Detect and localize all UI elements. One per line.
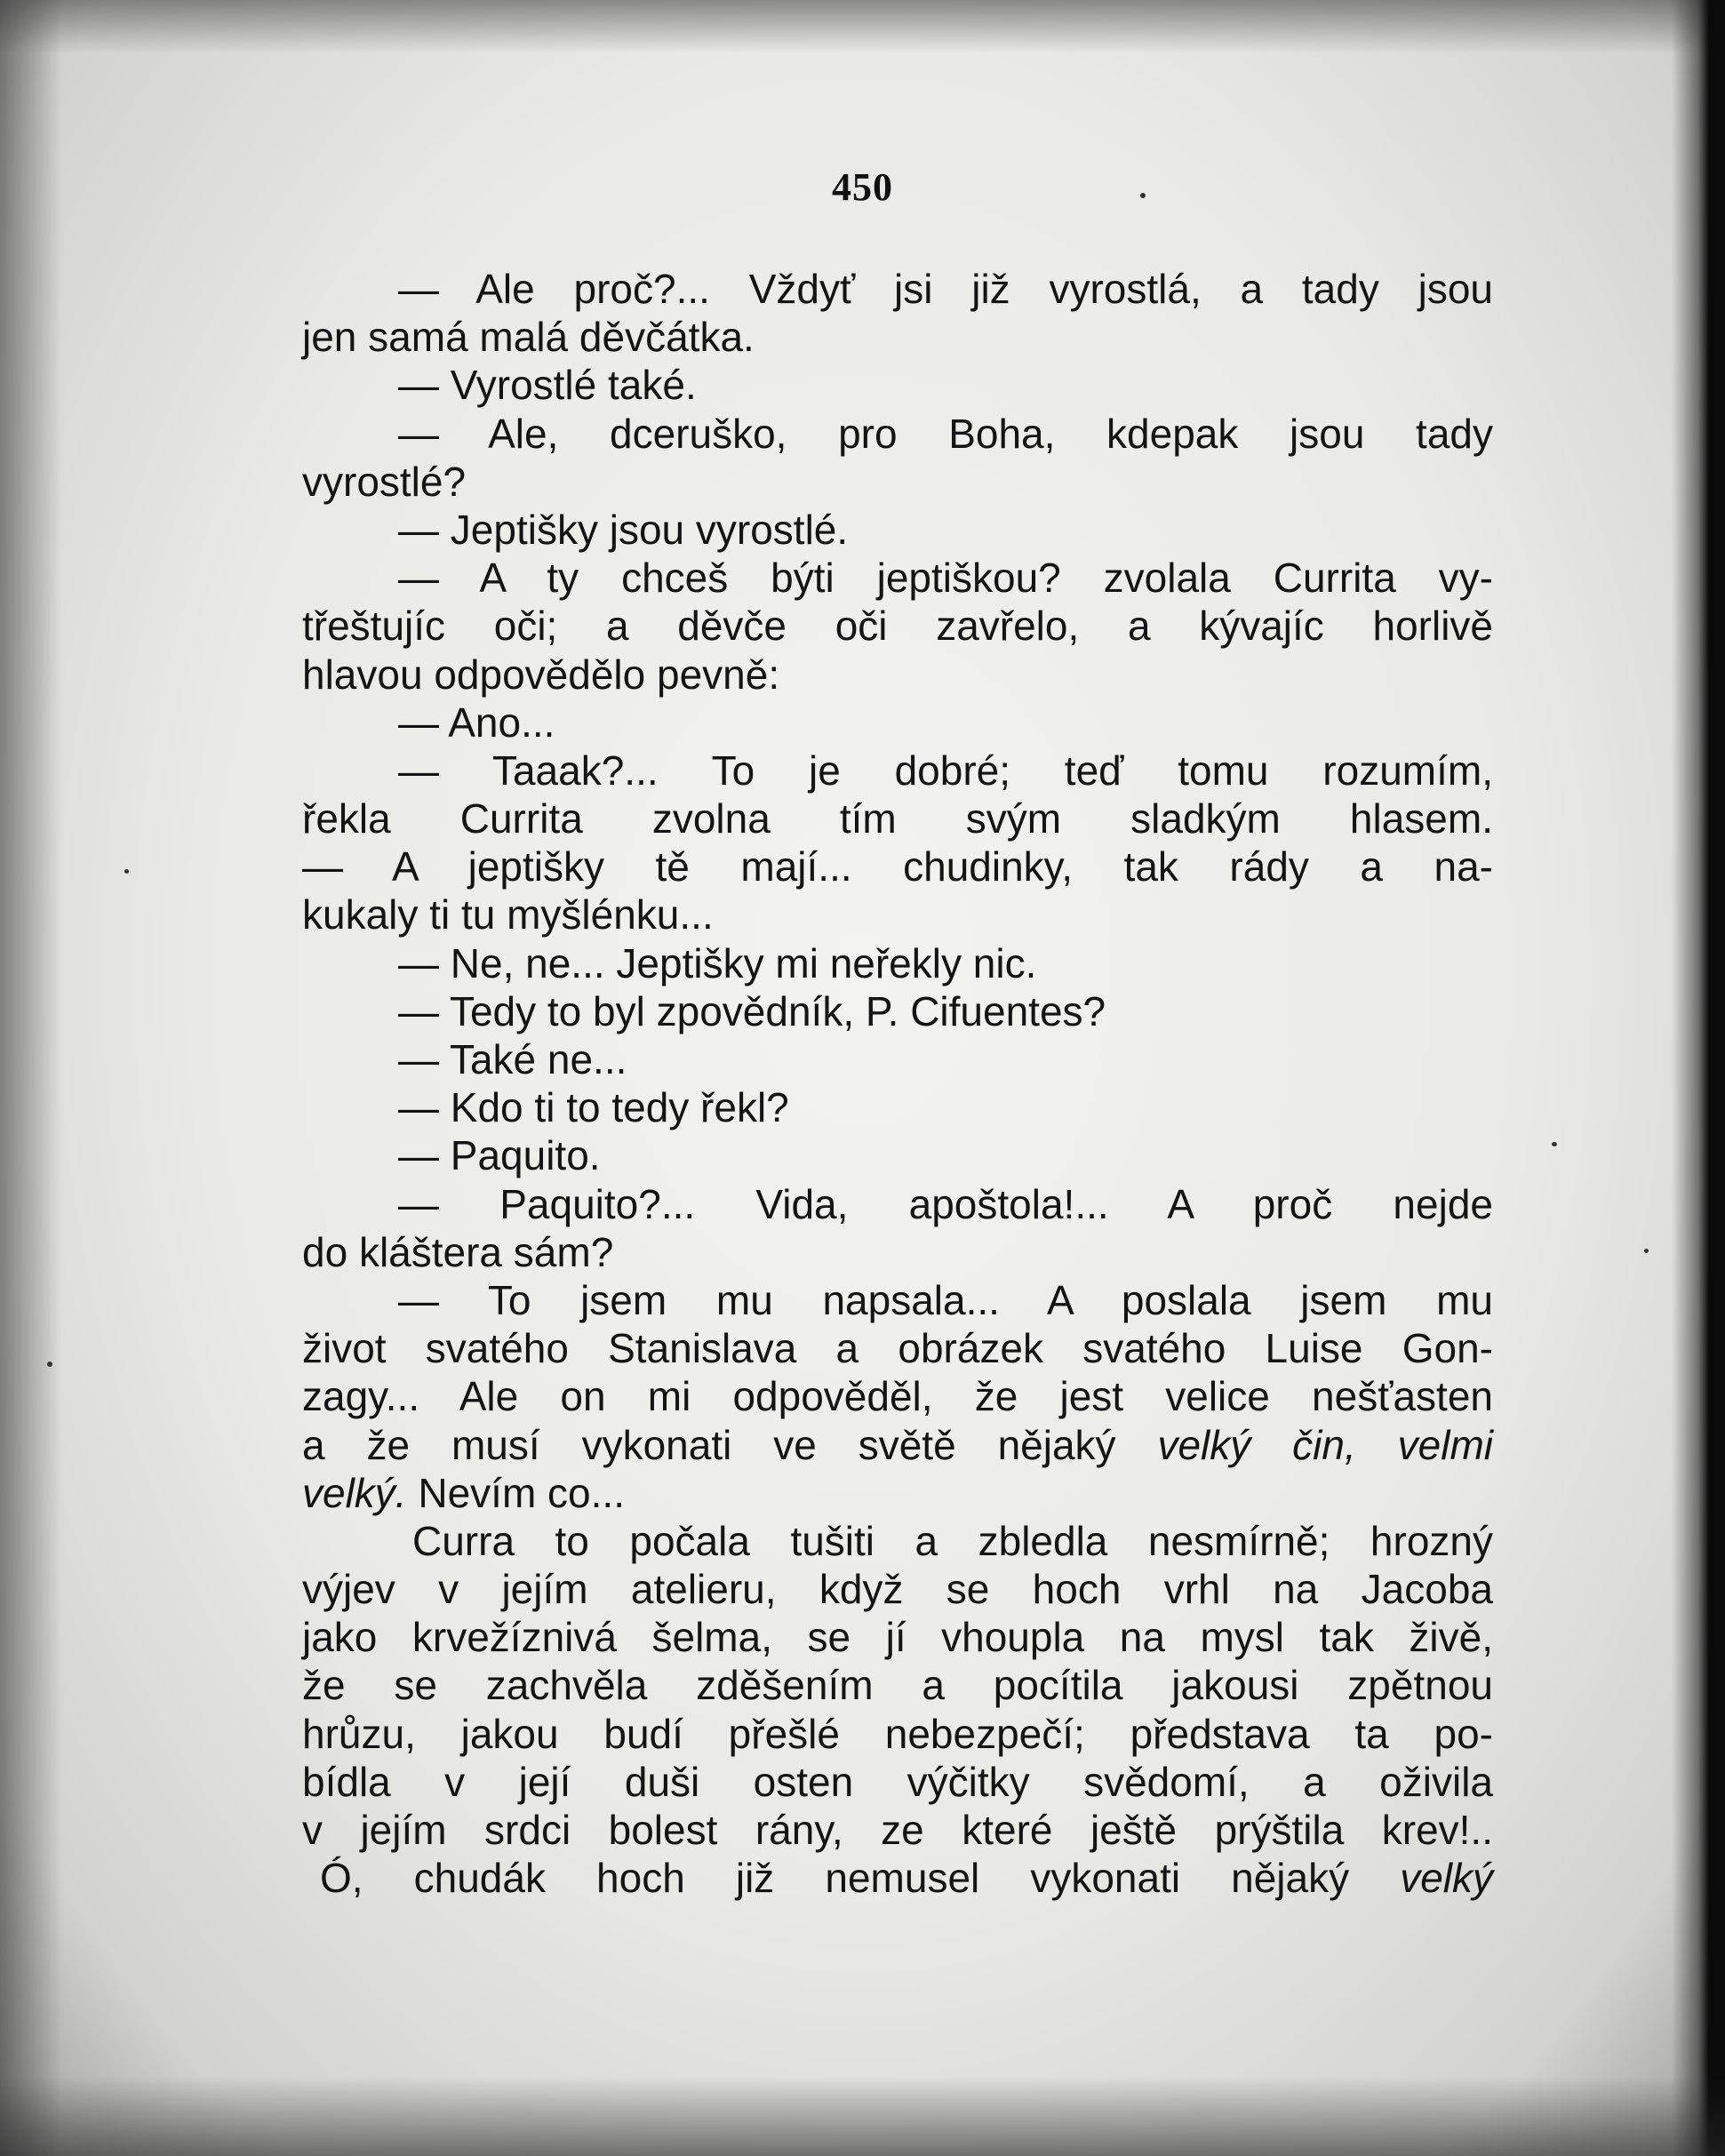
text-line bbox=[302, 1372, 1493, 1420]
text-line bbox=[302, 651, 1493, 699]
text-line-content: bídla v její duši osten výčitky svědomí, a oživila bbox=[302, 1758, 1493, 1805]
text-line-content: — Paquito. bbox=[398, 1132, 601, 1179]
body-text bbox=[302, 265, 1493, 1902]
page-edge-shadow-bottom bbox=[0, 2076, 1725, 2156]
text-line-content: výjev v jejím atelieru, když se hoch vrhl na Jacoba bbox=[302, 1566, 1493, 1613]
text-line bbox=[302, 265, 1493, 313]
text-line bbox=[302, 1035, 1493, 1083]
text-line-content: třeštujíc oči; a děvče oči zavřelo, a kývajíc horlivě bbox=[302, 603, 1493, 650]
text-line bbox=[302, 1276, 1493, 1324]
page-edge-shadow-top bbox=[0, 0, 1725, 53]
scan-speck bbox=[1644, 1249, 1649, 1253]
text-line-content: Curra to počala tušiti a zbledla nesmírně; hrozný bbox=[412, 1517, 1493, 1564]
page-edge-shadow-left bbox=[0, 0, 62, 2156]
text-line-content: — Taaak?... To je dobré; teď tomu rozumím, bbox=[398, 747, 1493, 794]
text-line bbox=[302, 1854, 1493, 1902]
text-line bbox=[302, 795, 1493, 842]
text-line bbox=[302, 361, 1493, 409]
text-line-content: — Jeptišky jsou vyrostlé. bbox=[398, 506, 849, 553]
text-line bbox=[302, 1565, 1493, 1613]
text-line bbox=[302, 1613, 1493, 1661]
page-edge-shadow-right bbox=[1672, 0, 1725, 2156]
text-line bbox=[302, 1421, 1493, 1469]
text-line-content: kukaly ti tu myšlénku... bbox=[302, 891, 714, 938]
scan-speck bbox=[124, 869, 129, 874]
text-line-content: a že musí vykonati ve světě nějaký bbox=[302, 1421, 1158, 1468]
text-line bbox=[302, 1517, 1493, 1565]
text-line-content: Nevím co... bbox=[406, 1469, 625, 1516]
italic-text: velký bbox=[1400, 1855, 1493, 1902]
text-line bbox=[302, 842, 1493, 890]
text-line-content: hlavou odpovědělo pevně: bbox=[302, 651, 780, 698]
text-line-content: — Ano... bbox=[398, 699, 555, 746]
text-line bbox=[302, 1228, 1493, 1276]
text-line-content: řekla Currita zvolna tím svým sladkým hlasem. bbox=[302, 795, 1493, 842]
text-line-content: — Ale, dceruško, pro Boha, kdepak jsou tady bbox=[398, 410, 1493, 457]
scan-speck bbox=[47, 1361, 52, 1367]
text-line bbox=[302, 1180, 1493, 1228]
text-line bbox=[302, 410, 1493, 458]
text-line-content: Ó, chudák hoch již nemusel vykonati nějaký bbox=[320, 1855, 1401, 1902]
text-line-content: hrůzu, jakou budí přešlé nebezpečí; představa ta po- bbox=[302, 1710, 1493, 1757]
text-line bbox=[302, 458, 1493, 506]
text-line bbox=[302, 747, 1493, 795]
text-line bbox=[302, 1758, 1493, 1806]
text-line bbox=[302, 1131, 1493, 1179]
text-line-content: vyrostlé? bbox=[302, 458, 467, 505]
text-line bbox=[302, 1710, 1493, 1758]
text-line-content: v jejím srdci bolest rány, ze které ještě prýštila krev!.. bbox=[302, 1807, 1493, 1853]
text-line-content: — A jeptišky tě mají... chudinky, tak rády a na- bbox=[302, 843, 1493, 890]
text-line bbox=[302, 313, 1493, 361]
text-line bbox=[302, 1083, 1493, 1131]
text-line bbox=[302, 602, 1493, 650]
scan-speck bbox=[1552, 1142, 1557, 1146]
text-line-content: — Ne, ne... Jeptišky mi neřekly nic. bbox=[398, 939, 1037, 986]
text-line bbox=[302, 890, 1493, 938]
text-line bbox=[302, 939, 1493, 987]
text-line bbox=[302, 1661, 1493, 1709]
text-line-content: — To jsem mu napsala... A poslala jsem mu bbox=[398, 1276, 1493, 1323]
text-line-content: že se zachvěla zděšením a pocítila jakousi zpětnou bbox=[302, 1662, 1493, 1709]
text-line-content: — Ale proč?... Vždyť jsi již vyrostlá, a tady jsou bbox=[398, 266, 1493, 312]
text-line-content: — Kdo ti to tedy řekl? bbox=[398, 1084, 789, 1131]
text-line-content: — Tedy to byl zpovědník, P. Cifuentes? bbox=[398, 987, 1106, 1034]
text-line-content: zagy... Ale on mi odpověděl, že jest velice nešťasten bbox=[302, 1373, 1493, 1420]
text-line-content: — Paquito?... Vida, apoštola!... A proč nejde bbox=[398, 1180, 1493, 1227]
text-line-content: život svatého Stanislava a obrázek svatého Luise Gon- bbox=[302, 1325, 1493, 1372]
italic-text: velký čin, velmi bbox=[1157, 1421, 1493, 1468]
text-line bbox=[302, 1324, 1493, 1372]
page-number: 450 bbox=[832, 165, 893, 209]
text-line-content: do kláštera sám? bbox=[302, 1228, 614, 1275]
text-line-content: — Také ne... bbox=[398, 1036, 627, 1082]
text-line bbox=[302, 987, 1493, 1035]
text-line-content: — Vyrostlé také. bbox=[398, 362, 697, 409]
text-line bbox=[302, 506, 1493, 554]
text-line bbox=[302, 1469, 1493, 1517]
text-line-content: — A ty chceš býti jeptiškou? zvolala Currita vy- bbox=[398, 555, 1493, 602]
text-line bbox=[302, 1806, 1493, 1854]
italic-text: velký. bbox=[302, 1469, 407, 1516]
text-line-content: jako krvežíznivá šelma, se jí vhoupla na mysl tak živě, bbox=[302, 1614, 1493, 1661]
text-line bbox=[302, 554, 1493, 602]
text-line bbox=[302, 699, 1493, 747]
text-line-content: jen samá malá děvčátka. bbox=[302, 314, 755, 361]
